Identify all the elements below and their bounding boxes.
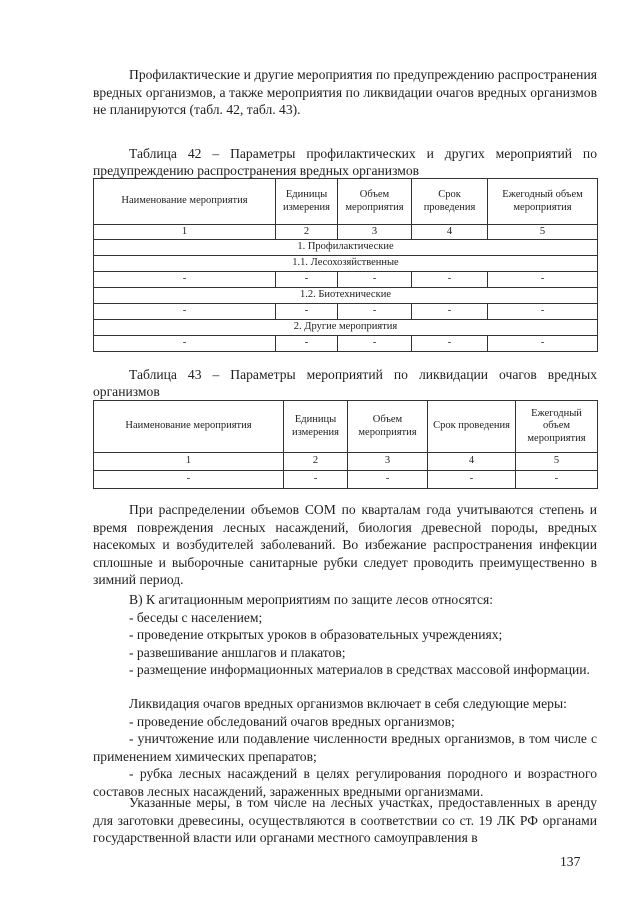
table-42 (93, 178, 598, 352)
table-row (94, 336, 598, 352)
list-item: - уничтожение или подавление численности вредных организмов, в том числе с применением химических препаратов; (93, 731, 597, 764)
table-cell: - (488, 336, 598, 352)
table-cell: - (348, 471, 428, 489)
section-cell: 1.2. Биотехнические (94, 288, 598, 304)
header-cell: Срок проведения (428, 401, 516, 453)
table-section-row (94, 320, 598, 336)
number-cell: 2 (276, 225, 338, 240)
table-cell: - (94, 304, 276, 320)
table-42-caption: Таблица 42 – Параметры профилактических и других мероприятий по предупреждению распространения вредных организмов (93, 146, 597, 178)
header-cell: Единицы измерения (276, 179, 338, 225)
table-cell: - (276, 336, 338, 352)
table-row (94, 304, 598, 320)
number-cell: 1 (94, 225, 276, 240)
table-cell: - (94, 336, 276, 352)
liquidation-lead: Ликвидация очагов вредных организмов включает в себя следующие меры: (129, 696, 567, 711)
list-item: - размещение информационных материалов в средствах массовой информации. (129, 662, 590, 677)
table-number-row (94, 225, 598, 240)
table-cell: - (338, 304, 412, 320)
number-cell: 5 (488, 225, 598, 240)
list-item: - проведение обследований очагов вредных организмов; (129, 713, 455, 729)
section-cell: 1.1. Лесохозяйственные (94, 256, 598, 272)
number-cell: 3 (338, 225, 412, 240)
closing-paragraph: Указанные меры, в том числе на лесных участках, предоставленных в аренду для заготовки древесины, осуществляются в соответствии со ст. 19 ЛК РФ органами государственной власти или органами местного самоуправления в (93, 795, 597, 845)
number-cell: 5 (516, 453, 598, 471)
section-cell: 1. Профилактические (94, 240, 598, 256)
header-cell: Объем мероприятия (348, 401, 428, 453)
table-cell: - (488, 272, 598, 288)
header-cell: Единицы измерения (284, 401, 348, 453)
header-cell: Объем мероприятия (338, 179, 412, 225)
table-cell: - (488, 304, 598, 320)
table-cell: - (284, 471, 348, 489)
number-cell: 3 (348, 453, 428, 471)
list-item: - проведение открытых уроков в образовательных учреждениях; (129, 627, 503, 642)
intro-paragraph: Профилактические и другие мероприятия по предупреждению распространения вредных организмов, а также мероприятия по ликвидации очагов вредных организмов не планируются (табл. 42, табл. 43). (93, 67, 597, 117)
table-cell: - (428, 471, 516, 489)
table-row (94, 471, 598, 489)
table-cell: - (412, 336, 488, 352)
header-cell: Срок проведения (412, 179, 488, 225)
table-cell: - (412, 304, 488, 320)
list-item: - рубка лесных насаждений в целях регулирования породного и возрастного составов лесных насаждений, зараженных вредными организмами. (93, 766, 597, 799)
number-cell: 4 (428, 453, 516, 471)
table-cell: - (94, 471, 284, 489)
table-section-row (94, 256, 598, 272)
table-header-row (94, 179, 598, 225)
agitation-lead: В) К агитационным мероприятиям по защите лесов относятся: (129, 592, 494, 607)
liquidation-block (93, 695, 597, 800)
list-item: - беседы с населением; (129, 609, 263, 625)
table-cell: - (276, 304, 338, 320)
table-cell: - (276, 272, 338, 288)
table-section-row (94, 240, 598, 256)
table-cell: - (338, 336, 412, 352)
number-cell: 2 (284, 453, 348, 471)
table-43 (93, 400, 598, 489)
table-cell: - (338, 272, 412, 288)
table-row (94, 272, 598, 288)
header-cell: Наименование мероприятия (94, 401, 284, 453)
header-cell: Наименование мероприятия (94, 179, 276, 225)
distribution-paragraph: При распределении объемов СОМ по кварталам года учитываются степень и время повреждения лесных насаждений, биология древесной породы, вредных насекомых и возбудителей заболеваний. Во избежание распространения инфекции сплошные и выборочные санитарные рубки следует проводить преимущественно в зимний период. (93, 502, 597, 587)
agitation-block (93, 591, 597, 679)
table-cell: - (412, 272, 488, 288)
number-cell: 4 (412, 225, 488, 240)
list-item: - развешивание аншлагов и плакатов; (129, 644, 346, 660)
number-cell: 1 (94, 453, 284, 471)
table-section-row (94, 288, 598, 304)
page-number: 137 (560, 854, 581, 869)
table-43-caption: Таблица 43 – Параметры мероприятий по ликвидации очагов вредных организмов (93, 367, 597, 399)
table-cell: - (94, 272, 276, 288)
table-number-row (94, 453, 598, 471)
table-cell: - (516, 471, 598, 489)
header-cell: Ежегодный объем мероприятия (488, 179, 598, 225)
header-cell: Ежегодный объем мероприятия (516, 401, 598, 453)
section-cell: 2. Другие мероприятия (94, 320, 598, 336)
table-header-row (94, 401, 598, 453)
